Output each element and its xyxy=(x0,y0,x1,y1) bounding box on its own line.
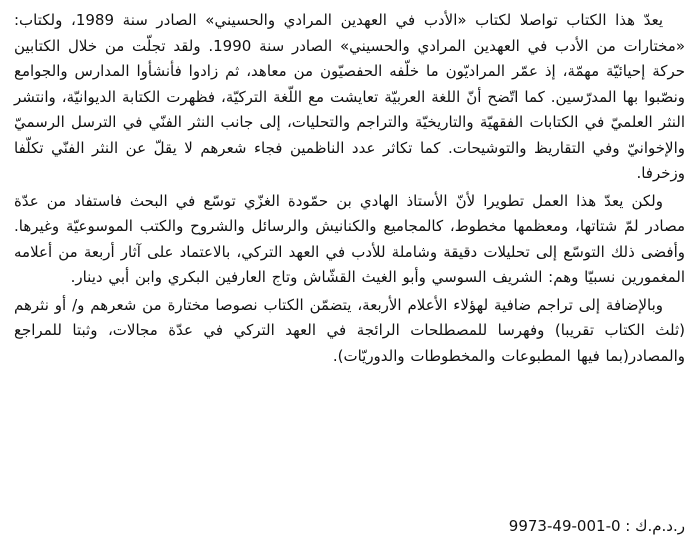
paragraph-contents: وبالإضافة إلى تراجم ضافية لهؤلاء الأعلام الأربعة، يتضمّن الكتاب نصوصا مختارة من شعرهم و/ أو نثرهم (ثلث الكتاب تقريبا) وفهرسا للمصطلحات الرائجة في العهد التركي في عدّة مجالات، وثبتا للمراجع والمصادر(بما فيها المطبوعات والمخطوطات والدوريّات). xyxy=(14,295,685,365)
paragraph-development: ولكن يعدّ هذا العمل تطويرا لأنّ الأستاذ الهادي بن حمّودة الغزّي توسّع في البحث فاستفاد من عدّة مصادر لمّ شتاتها، ومعظمها مخطوط، كالمجاميع والكنانيش والرسائل والشروح والكتب الموسوعيّة وغيرها. وأفضى ذلك التوسّع إلى تحليلات دقيقة وشاملة للأدب في العهد التركي، بالاعتماد على آثار أربعة من أعلامه المغمورين نسبيّا وهم: الشريف السوسي وأبو الغيث القشّاش وتاج العارفين البكري وابن أبي دينار. xyxy=(14,191,685,286)
paragraph-intro: يعدّ هذا الكتاب تواصلا لكتاب «الأدب في العهدين المرادي والحسيني» الصادر سنة 1989، ولكتاب: «مختارات من الأدب في العهدين المرادي والحسيني» الصادر سنة 1990. ولقد تجلّت من خلال الكتابين حركة إحيائيّة مهمّة، إذ عمّر المراديّون ما خلّفه الحفصيّون من معاهد، ثم زادوا فأنشأوا المدارس والجوامع ونصّبوا بها المدرّسين. كما اتّضح أنّ اللغة العربيّة تعايشت مع اللّغة التركيّة، فظهرت الكتابة الديوانيّة، وانتشر النثر العلميّ في الكتابات الفقهيّة والتاريخيّة والتراجم والتحليات، إلى جانب النثر الفنّي في الترسل الرسميّ والإخوانيّ وفي التقاريظ والتوشيحات. كما تكاثر عدد الناظمين فجاء شعرهم لا يقلّ عن النثر الفنّي تكلّفا وزخرفا. xyxy=(14,11,685,182)
isbn-line: ر.د.م.ك : 0-001-49-9973 xyxy=(508,517,685,535)
